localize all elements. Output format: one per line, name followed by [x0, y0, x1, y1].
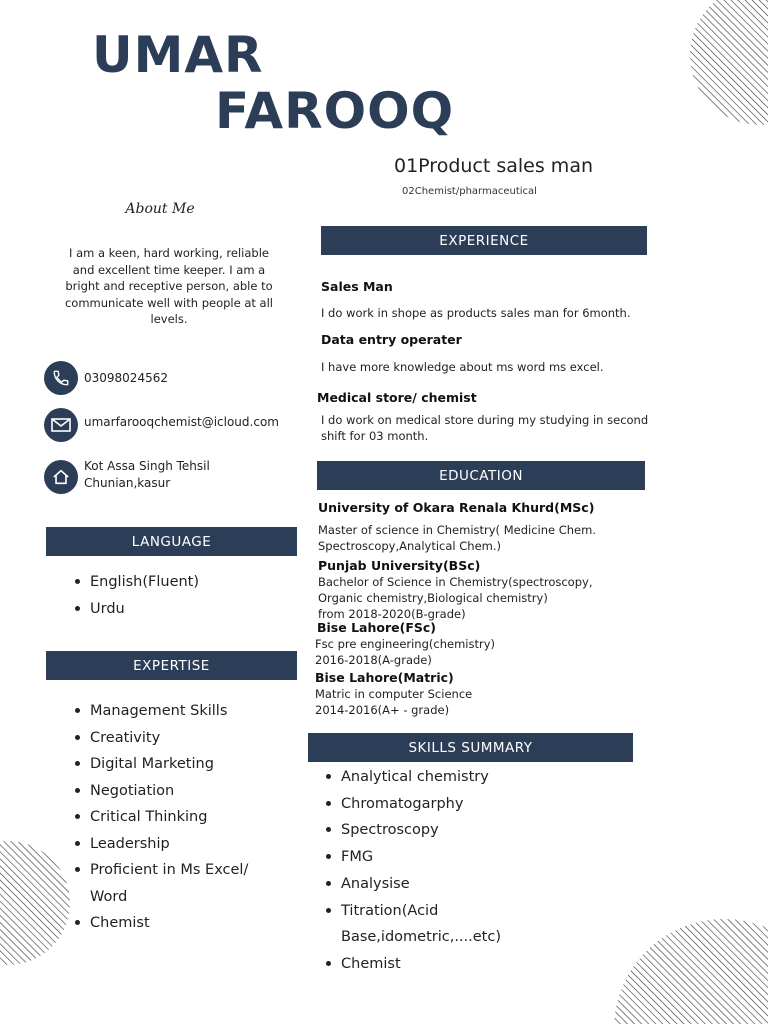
expertise-list: [46, 698, 296, 937]
job-description: I do work in shope as products sales man for 6month.: [321, 306, 631, 320]
last-name: FAROOQ: [215, 82, 455, 140]
skills-list: [297, 764, 617, 978]
education-line: Fsc pre engineering(chemistry): [315, 637, 495, 651]
address-line-1: Kot Assa Singh Tehsil: [84, 459, 210, 473]
address-line-2: Chunian,kasur: [84, 475, 171, 490]
list-item: Creativity: [46, 725, 296, 752]
education-title: Bise Lahore(FSc): [317, 620, 436, 635]
list-item-continuation: Word: [90, 888, 128, 905]
list-item: Spectroscopy: [297, 817, 617, 844]
list-item: Digital Marketing: [46, 751, 296, 778]
phone-icon: [44, 361, 78, 395]
list-item: Critical Thinking: [46, 804, 296, 831]
list-item: Leadership: [46, 831, 296, 858]
education-line: Master of science in Chemistry( Medicine Chem.: [318, 523, 596, 537]
list-item: FMG: [297, 844, 617, 871]
address: [84, 458, 210, 491]
job-title: Medical store/ chemist: [317, 390, 477, 405]
education-title: Punjab University(BSc): [318, 558, 481, 573]
language-header: LANGUAGE: [46, 527, 297, 556]
list-item: Chemist: [46, 910, 296, 937]
education-details: [318, 574, 592, 622]
home-icon: [44, 460, 78, 494]
list-item: English(Fluent): [46, 569, 296, 596]
education-line: Organic chemistry,Biological chemistry): [318, 591, 548, 605]
email-address: umarfarooqchemist@icloud.com: [84, 415, 279, 429]
job-title: Data entry operater: [321, 332, 462, 347]
role-secondary: 02Chemist/pharmaceutical: [402, 186, 537, 197]
list-item: Chromatogarphy: [297, 791, 617, 818]
language-list: [46, 569, 296, 623]
experience-header: EXPERIENCE: [321, 226, 647, 255]
list-item: Urdu: [46, 596, 296, 623]
education-title: Bise Lahore(Matric): [315, 670, 454, 685]
education-title: University of Okara Renala Khurd(MSc): [318, 500, 595, 515]
phone-number: 03098024562: [84, 371, 168, 385]
education-details: [315, 686, 472, 718]
mail-icon: [44, 408, 78, 442]
education-line: 2016-2018(A-grade): [315, 653, 432, 667]
expertise-header: EXPERTISE: [46, 651, 297, 680]
skills-header: SKILLS SUMMARY: [308, 733, 633, 762]
list-item-continuation: Base,idometric,....etc): [341, 929, 501, 946]
job-description-line: I do work on medical store during my studying in second: [321, 413, 649, 427]
education-line: Bachelor of Science in Chemistry(spectroscopy,: [318, 575, 593, 589]
decorative-circle-bottom-right: [612, 917, 768, 1024]
education-line: 2014-2016(A+ - grade): [315, 703, 450, 717]
job-description-line: shift for 03 month.: [321, 429, 429, 443]
list-item: Analytical chemistry: [297, 764, 617, 791]
list-item: Proficient in Ms Excel/: [46, 857, 296, 884]
education-line: Spectroscopy,Analytical Chem.): [318, 539, 501, 553]
role-primary: 01Product sales man: [394, 155, 593, 177]
list-item: Negotiation: [46, 778, 296, 805]
decorative-circle-top-right: [688, 0, 768, 140]
list-item: Titration(Acid: [297, 898, 617, 925]
education-details: [315, 636, 495, 668]
job-description: I have more knowledge about ms word ms excel.: [321, 360, 604, 374]
job-description: [321, 412, 648, 444]
list-item: Management Skills: [46, 698, 296, 725]
first-name: UMAR: [92, 26, 264, 84]
education-line: Matric in computer Science: [315, 687, 473, 701]
list-item: Analysise: [297, 871, 617, 898]
education-line: from 2018-2020(B-grade): [318, 607, 466, 621]
education-header: EDUCATION: [317, 461, 645, 490]
list-item: Chemist: [297, 951, 617, 978]
about-text: I am a keen, hard working, reliable and excellent time keeper. I am a bright and receptive person, able to communicate well with people at all levels.: [64, 246, 273, 326]
job-title: Sales Man: [321, 279, 393, 294]
about-title: About Me: [125, 201, 195, 217]
education-details: [318, 522, 596, 554]
